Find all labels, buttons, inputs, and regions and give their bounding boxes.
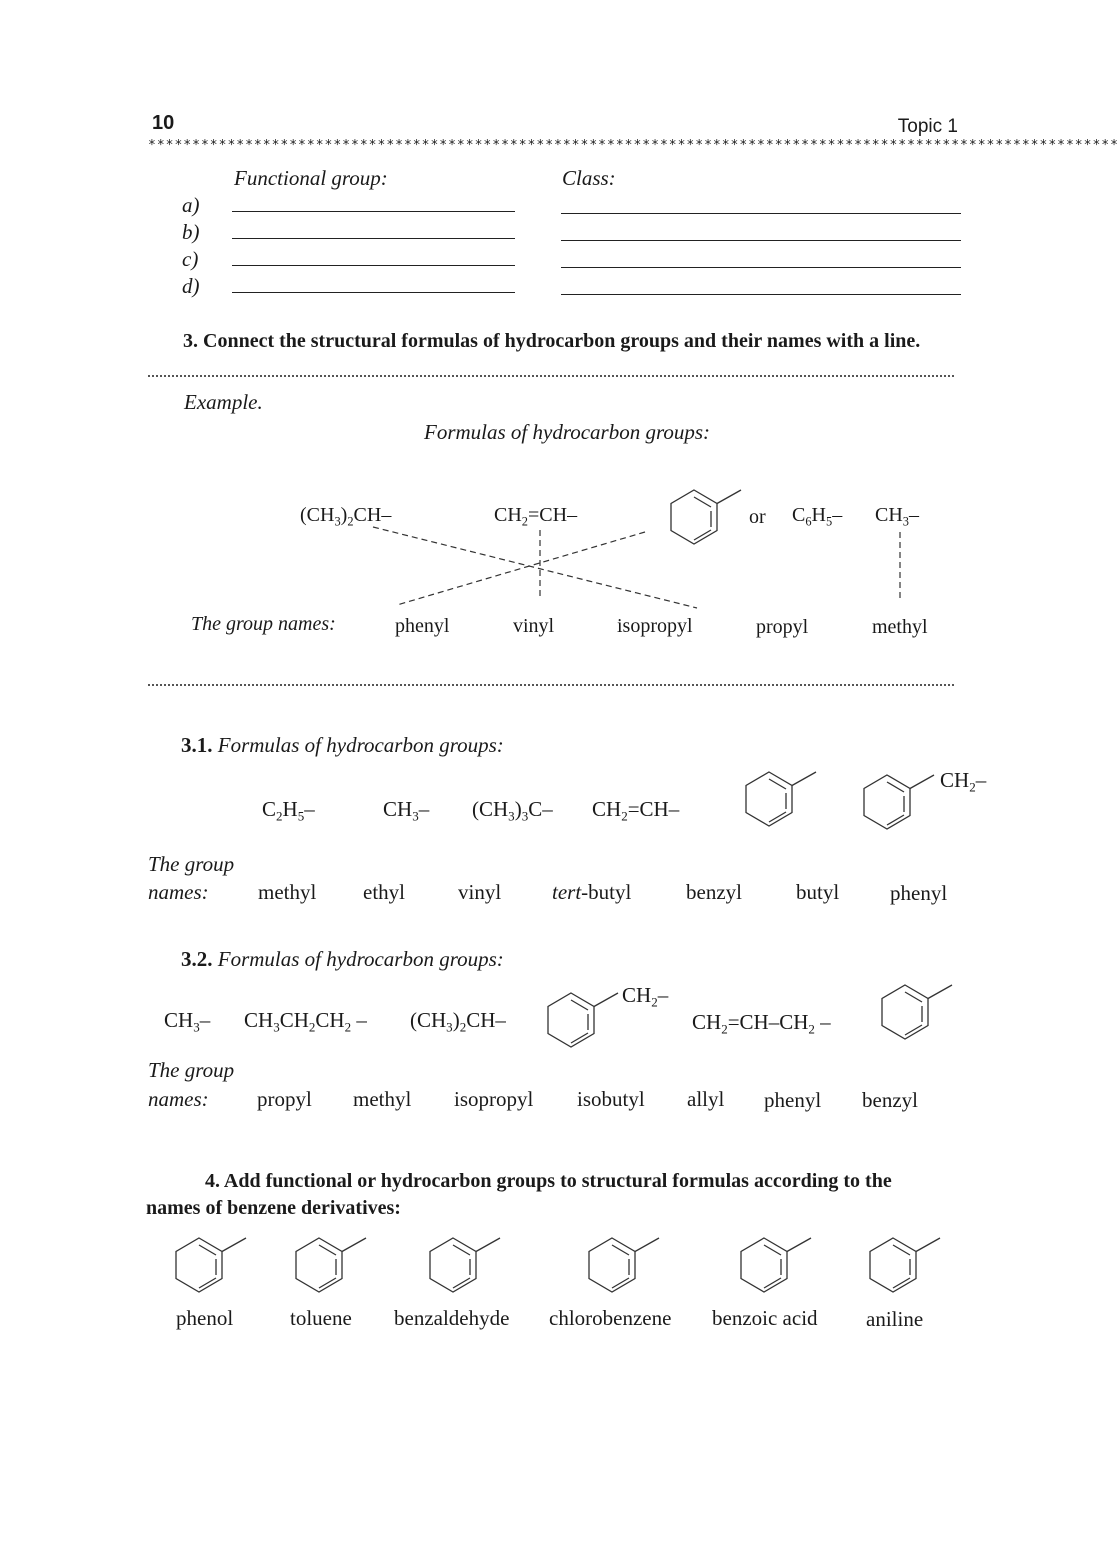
task3-1-formula-c2h5: $C_2H_5-$ <box>262 797 315 824</box>
task3-2-heading: Formulas of hydrocarbon groups: <box>217 947 504 971</box>
functional-group-heading: Functional group: <box>234 166 388 190</box>
task3-2-name-isopropyl: isopropyl <box>454 1087 534 1111</box>
task3-1-formula-ch2: $CH_2-$ <box>940 768 987 795</box>
task4-name-toluene: toluene <box>290 1306 352 1330</box>
task4-name-chlorobenzene: chlorobenzene <box>549 1306 672 1330</box>
task3-instruction: 3. Connect the structural formulas of hydrocarbon groups and their names with a line. <box>183 330 921 352</box>
aniline-benzene-ring-icon <box>866 1238 942 1294</box>
task3-1-benzene-ring-icon <box>742 772 818 828</box>
example-formula-vinyl: $CH_2=CH-$ <box>494 504 578 529</box>
task3-2-number: 3.2. <box>181 947 213 971</box>
task3-2-name-methyl: methyl <box>353 1087 412 1111</box>
task3-1-name-vinyl: vinyl <box>458 880 502 904</box>
task3-1-name-tert-butyl: tert-butyl <box>552 880 632 904</box>
task3-2-formula-ch2: $CH_2-$ <box>622 983 669 1010</box>
example-bottom-divider <box>148 684 954 686</box>
class-heading: Class: <box>562 166 616 190</box>
row-label-c: c) <box>182 247 199 271</box>
phenol-benzene-ring-icon <box>172 1238 248 1294</box>
task3-2-name-isobutyl: isobutyl <box>577 1087 645 1111</box>
task3-1-group-label-line2: names: <box>148 880 209 904</box>
task4-name-benzaldehyde: benzaldehyde <box>394 1306 510 1330</box>
chlorobenzene-benzene-ring-icon <box>585 1238 661 1294</box>
task3-1-formula-vinyl: $CH_2=CH-$ <box>592 797 680 824</box>
task3-1-name-methyl: methyl <box>258 880 317 904</box>
task3-2-formula-isopropyl: $(CH_3)_2CH-$ <box>410 1008 506 1035</box>
task3-2-group-label-line1: The group <box>148 1058 235 1082</box>
task4-instruction-line1: 4. Add functional or hydrocarbon groups to structural formulas according to the <box>205 1170 892 1192</box>
task3-2-benzyl-ring-icon <box>544 993 624 1049</box>
task4-instruction-line2: names of benzene derivatives: <box>146 1197 401 1219</box>
task3-2-name-benzyl: benzyl <box>862 1088 918 1112</box>
task3-2-name-propyl: propyl <box>257 1087 312 1111</box>
example-formula-isopropyl: $(CH_3)_2CH-$ <box>300 504 392 529</box>
row-label-d: d) <box>182 274 200 298</box>
row-label-a: a) <box>182 193 200 217</box>
task3-1-name-phenyl: phenyl <box>890 881 948 905</box>
task3-1-heading: Formulas of hydrocarbon groups: <box>217 733 504 757</box>
benzaldehyde-benzene-ring-icon <box>426 1238 502 1294</box>
task3-2-group-label-line2: names: <box>148 1087 209 1111</box>
toluene-benzene-ring-icon <box>292 1238 368 1294</box>
task3-2-formula-allyl: $CH_2=CH-CH_2$ – <box>692 1010 831 1037</box>
task3-2-benzene-ring-icon <box>878 985 954 1041</box>
example-name-phenyl: phenyl <box>395 615 450 637</box>
example-label: Example. <box>184 390 263 414</box>
task4-name-benzoic-acid: benzoic acid <box>712 1306 818 1330</box>
task3-2-formula-ch3: $CH_3-$ <box>164 1008 211 1035</box>
example-group-names-label: The group names: <box>191 613 336 635</box>
example-name-isopropyl: isopropyl <box>617 615 693 637</box>
task3-1-name-ethyl: ethyl <box>363 880 405 904</box>
task3-1-name-butyl: butyl <box>796 880 840 904</box>
task4-name-aniline: aniline <box>866 1307 924 1331</box>
example-or-label: or <box>749 506 766 528</box>
task3-1-number: 3.1. <box>181 733 213 757</box>
benzoic-acid-benzene-ring-icon <box>737 1238 813 1294</box>
task3-1-benzyl-ring-icon <box>860 775 942 831</box>
example-name-propyl: propyl <box>756 616 809 638</box>
task3-1-name-benzyl: benzyl <box>686 880 742 904</box>
task3-1-formula-tertbutyl: $(CH_3)_3C-$ <box>472 797 553 824</box>
example-name-vinyl: vinyl <box>513 615 555 637</box>
task3-2-formula-propyl: $CH_3CH_2CH_2$ – <box>244 1008 367 1035</box>
task3-2-name-allyl: allyl <box>687 1087 725 1111</box>
task3-1-group-label-line1: The group <box>148 852 235 876</box>
task3-2-name-phenyl: phenyl <box>764 1088 822 1112</box>
example-connection-lines <box>0 0 1119 700</box>
task4-name-phenol: phenol <box>176 1306 234 1330</box>
example-name-methyl: methyl <box>872 616 928 638</box>
task3-1-formula-ch3: $CH_3-$ <box>383 797 430 824</box>
topic-label: Topic 1 <box>897 116 958 137</box>
page-number: 10 <box>152 112 175 134</box>
example-formulas-heading: Formulas of hydrocarbon groups: <box>424 420 711 444</box>
example-formula-methyl: $CH_3-$ <box>875 504 919 529</box>
example-formula-c6h5: $C_6H_5-$ <box>792 504 843 529</box>
header-star-rule: ************************************************************************************************************** <box>148 138 1119 153</box>
row-label-b: b) <box>182 220 200 244</box>
